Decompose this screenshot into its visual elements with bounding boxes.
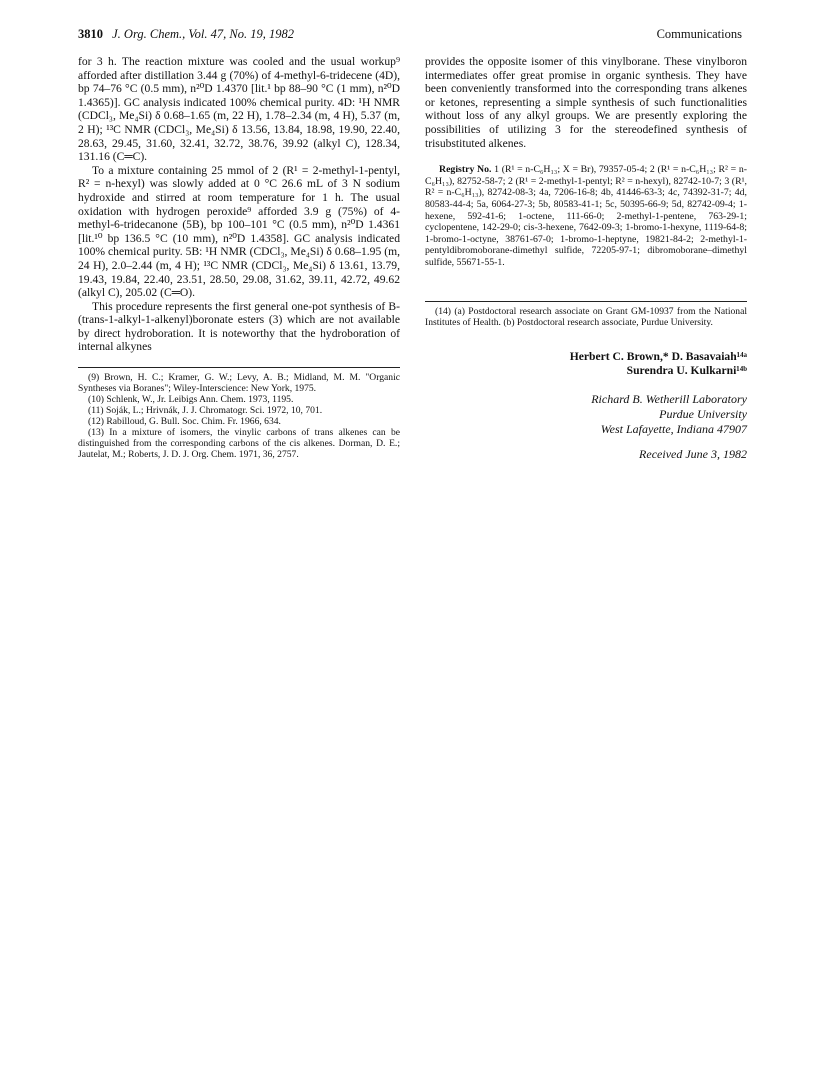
header-left	[78, 27, 294, 42]
footnote-14	[425, 306, 747, 328]
footnote-10: (10) Schlenk, W., Jr. Leibigs Ann. Chem. 1973, 1195.	[88, 394, 294, 406]
authors	[425, 350, 747, 378]
page-header	[78, 27, 742, 45]
registry-text: 1 (R¹ = n-C₆H₁₃; X = Br), 79357-05-4; 2 (R¹ = n-C₆H₁₃; R² = n-C₆H₁₃), 82752-58-7; 2 (R¹ = 2-methyl-1-pentyl; R² = n-hexyl), 82742-10-7; 3 (R¹, R² = n-C₆H₁₃), 82742-08-3; 4a, 7206-16-8; 4b, 41446-63-3; 4c, 74392-31-7; 4d, 80583-44-4; 5a, 6064-27-3; 5b, 80583-41-1; 5c, 50395-66-9; 5d, 82742-09-4; 1-hexene, 592-41-6; 1-octene, 111-66-0; 2-methyl-1-pentene, 763-29-1; cyclopentene, 142-29-0; cis-3-hexene, 7642-09-3; 1-bromo-1-hexyne, 1119-64-8; 1-bromo-1-octyne, 38761-67-0; 1-bromo-1-heptyne, 19821-84-2; 2-methyl-1-pentyldibromoborane-dimethyl sulfide, 72205-97-1; dibromoborane–dimethyl sulfide, 55671-55-1.	[425, 164, 747, 268]
paragraph-2: To a mixture containing 25 mmol of 2 (R¹ = 2-methyl-1-pentyl, R² = n-hexyl) was slowly added at 0 °C 26.6 mL of 3 N sodium hydroxide and stirred at room temperature for 1 h. The usual oxidation with hydrogen peroxide⁹ afforded 3.9 g (75%) of 4-methyl-6-tridecanone (5B), bp 100–101 °C (0.5 mm), n²⁰D 1.4361 [lit.¹⁰ bp 136.5 °C (10 mm), n²⁰D 1.4358]. GC analysis indicated 100% chemical purity. 5B: ¹H NMR (CDCl₃, Me₄Si) δ 0.68–1.95 (m, 24 H), 2.0–2.44 (m, 4 H); ¹³C NMR (CDCl₃, Me₄Si) δ 13.61, 13.79, 19.43, 19.84, 22.40, 23.51, 28.50, 29.08, 31.62, 39.11, 42.72, 49.62 (alkyl C), 205.02 (C═O).	[78, 163, 400, 300]
footnote-divider	[78, 367, 400, 368]
footnote-9: (9) Brown, H. C.; Kramer, G. W.; Levy, A. B.; Midland, M. M. "Organic Syntheses via Boranes"; Wiley-Interscience: New York, 1975.	[78, 372, 400, 395]
footnote-divider-right	[425, 301, 747, 302]
author-line-2: Surendra U. Kulkarni¹⁴ᵇ	[626, 363, 747, 377]
affiliation	[425, 392, 747, 437]
footnotes	[78, 372, 400, 460]
registry-label: Registry No.	[439, 164, 492, 176]
journal-citation: J. Org. Chem., Vol. 47, No. 19, 1982	[112, 27, 294, 41]
received-date: Received June 3, 1982	[639, 446, 747, 461]
footnote-12: (12) Rabilloud, G. Bull. Soc. Chim. Fr. 1966, 634.	[88, 416, 281, 428]
right-column	[425, 55, 747, 462]
section-name: Communications	[656, 27, 742, 41]
paragraph-1: for 3 h. The reaction mixture was cooled and the usual workup⁹ afforded after distillation 3.44 g (70%) of 4-methyl-6-tridecene (4D), bp 74–76 °C (0.5 mm), n²⁰D 1.4370 [lit.¹ bp 88–90 °C (1 mm), n²⁰D 1.4365)]. GC analysis indicated 100% chemical purity. 4D: ¹H NMR (CDCl₃, Me₄Si) δ 0.68–1.65 (m, 22 H), 1.78–2.34 (m, 4 H), 5.37 (m, 2 H); ¹³C NMR (CDCl₃, Me₄Si) δ 13.56, 13.84, 18.98, 19.90, 22.40, 28.63, 29.45, 31.60, 32.41, 32.72, 38.76, 39.92 (alkyl C), 128.34, 131.16 (C═C).	[78, 55, 400, 164]
page-number: 3810	[78, 27, 103, 41]
paragraph-3: This procedure represents the first general one-pot synthesis of B-(trans-1-alkyl-1-alkenyl)boronate esters (3) which are not available by direct hydroboration. It is noteworthy that the hydroboration of internal alkynes	[78, 299, 400, 354]
author-line-1: Herbert C. Brown,* D. Basavaiah¹⁴ᵃ	[569, 349, 747, 363]
affiliation-line-1: Richard B. Wetherill Laboratory	[591, 391, 747, 406]
footnote-13: (13) In a mixture of isomers, the vinylic carbons of trans alkenes can be distinguished from the corresponding carbons of the cis alkenes. Dorman, D. E.; Jautelat, M.; Roberts, J. D. J. Org. Chem. 1971, 36, 2757.	[78, 427, 400, 461]
footnote-11: (11) Soják, L.; Hrivnák, J. J. Chromatogr. Sci. 1972, 10, 701.	[88, 405, 323, 417]
footnote-14-text: (14) (a) Postdoctoral research associate on Grant GM-10937 from the National Institutes of Health. (b) Postdoctoral research associate, Purdue University.	[425, 305, 747, 328]
affiliation-line-3: West Lafayette, Indiana 47907	[600, 421, 747, 436]
left-column	[78, 55, 400, 460]
paragraph-4: provides the opposite isomer of this vinylborane. These vinylboron intermediates offer great promise in organic synthesis. They have been conveniently transformed into the corresponding trans alkenes or ketones, representing a simple synthesis of such functionalities without loss of any alkyl groups. We are presently exploring the possibilities of utilizing 3 for the stereodefined synthesis of trisubstituted alkenes.	[425, 55, 747, 150]
registry-numbers	[425, 164, 747, 268]
affiliation-line-2: Purdue University	[659, 406, 747, 421]
